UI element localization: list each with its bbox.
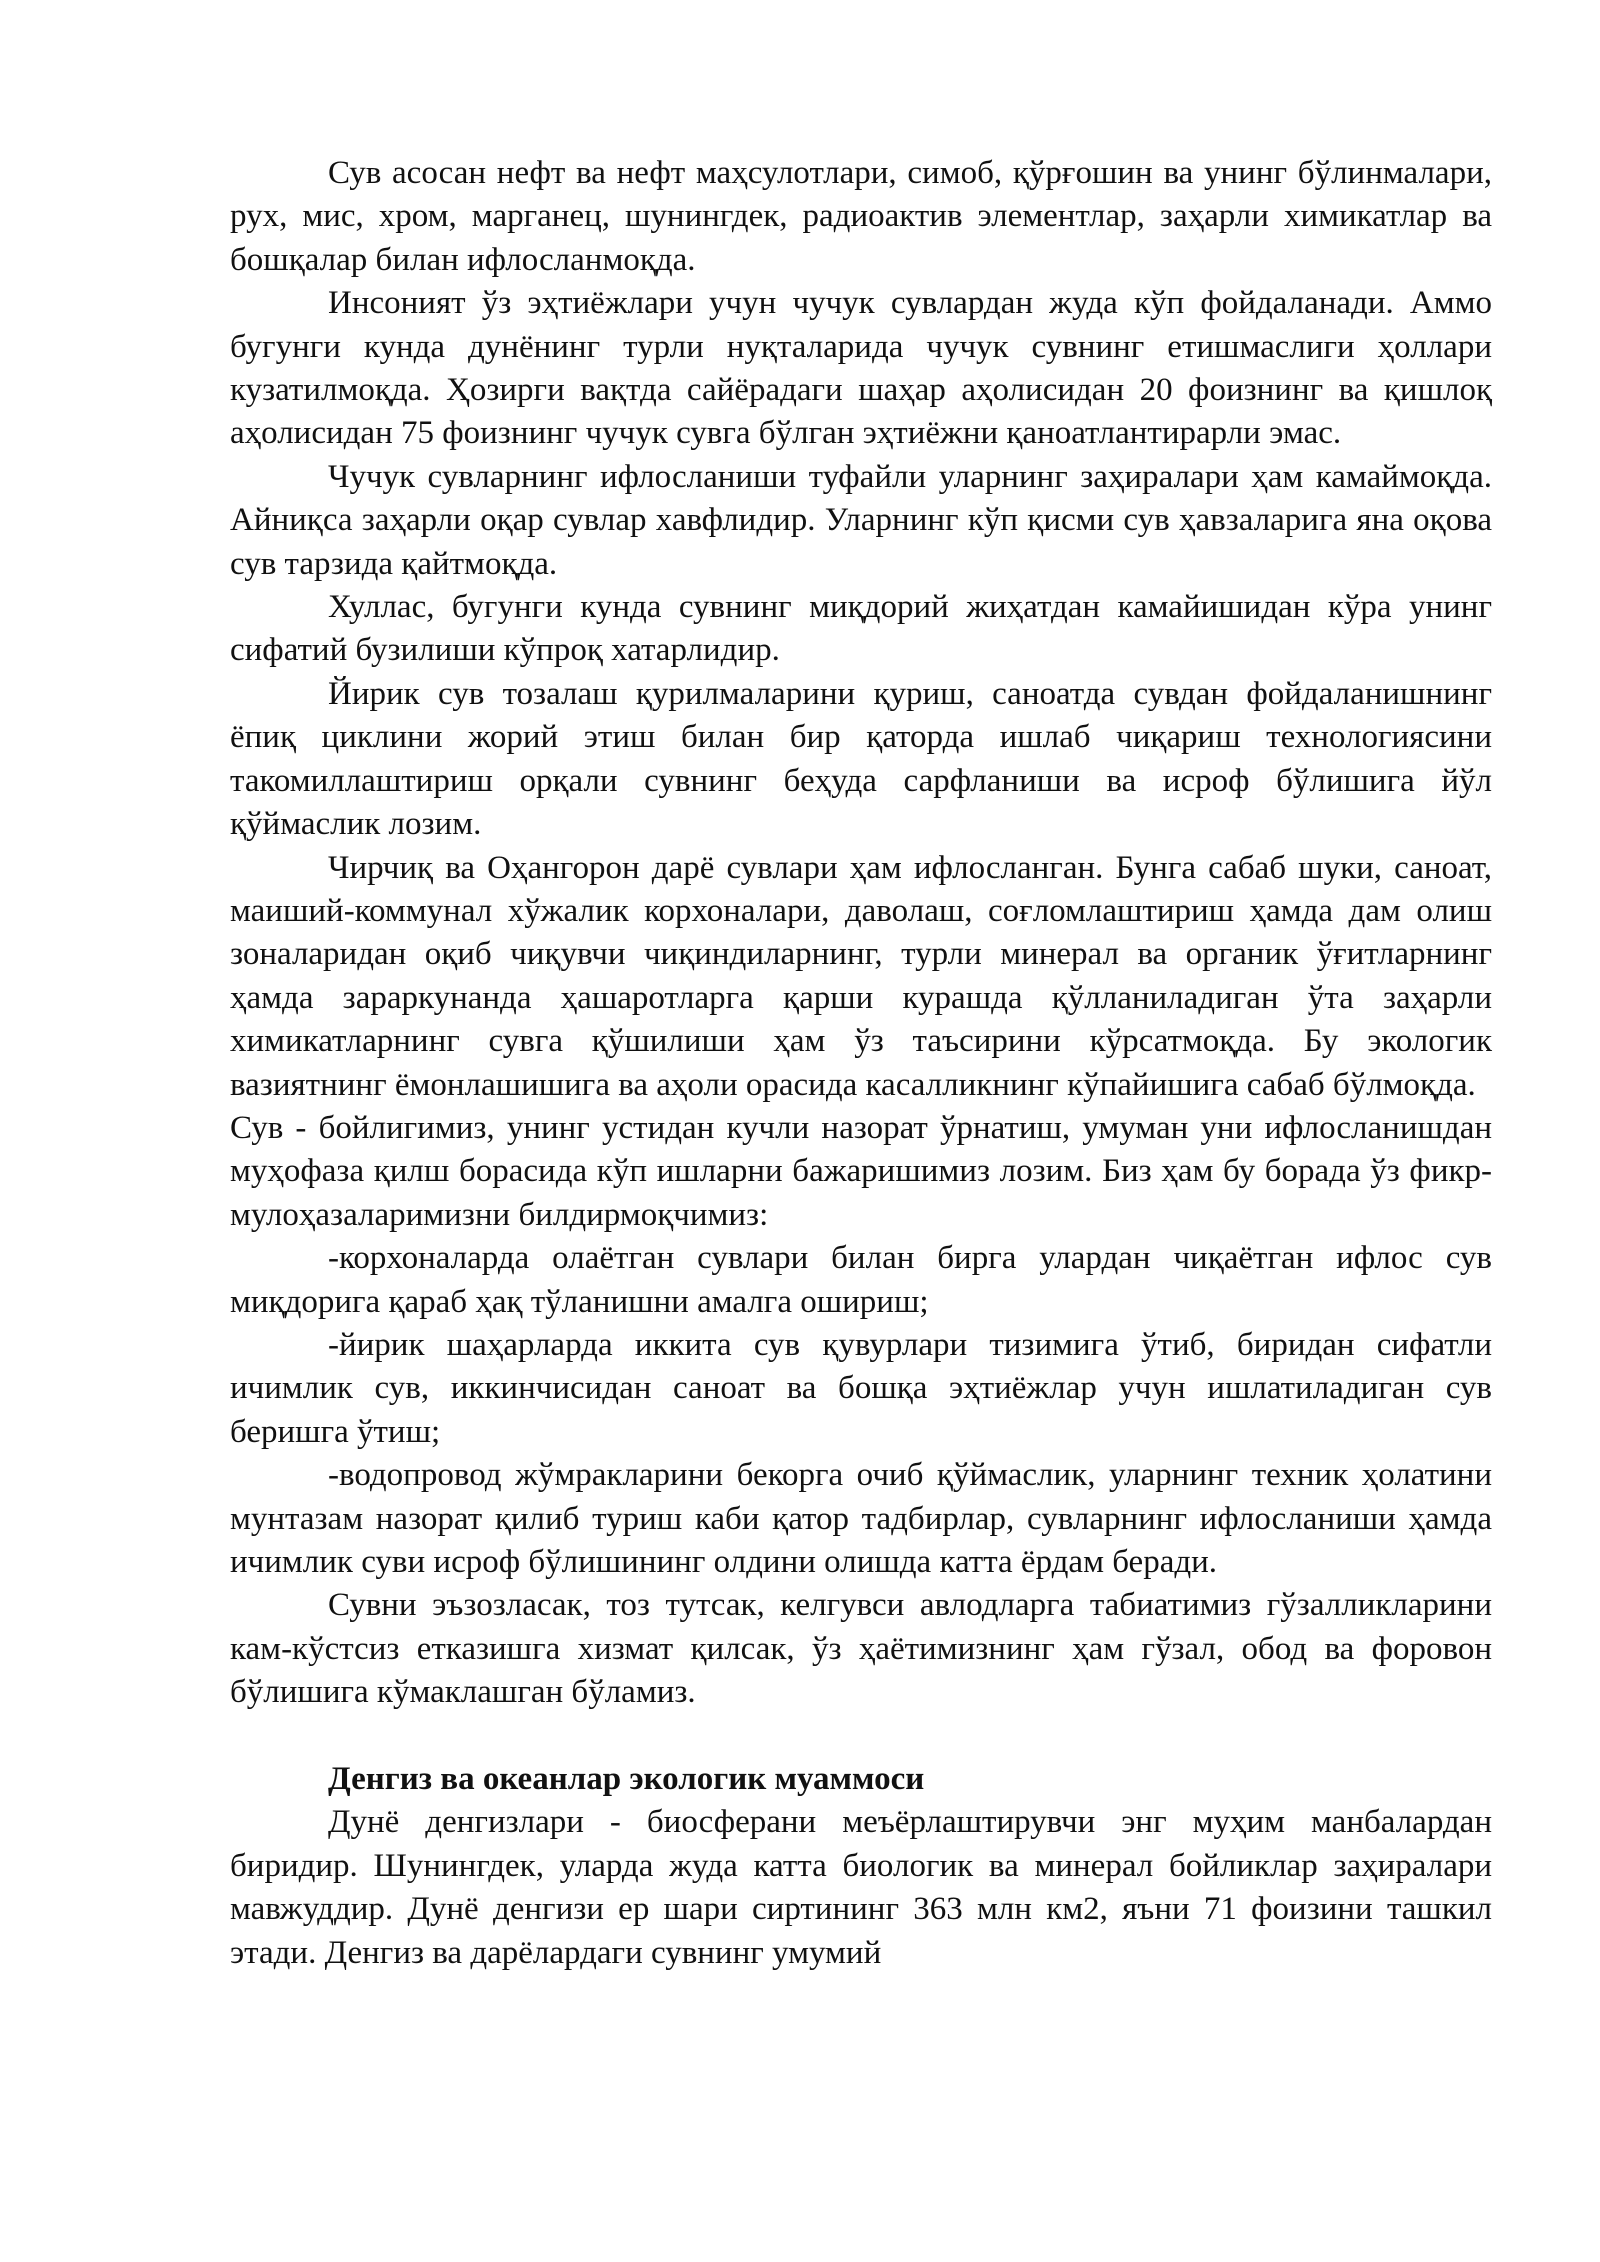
paragraph-chirchiq-ohangaron: Чирчиқ ва Оҳангорон дарё сувлари ҳам ифлосланган. Бунга сабаб шуки, саноат, маиший-коммунал хўжалик корхоналари, даволаш, соғломлаштириш ҳамда дам олиш зоналаридан оқиб чиқувчи чиқиндиларнинг, турли минерал ва органик ўғитларнинг ҳамда зараркунанда ҳашаротларга қарши курашда қўлланиладиган ўта заҳарли химикатларнинг сувга қўшилиши ҳам ўз таъсирини кўрсатмоқда. Бу экологик вазиятнинг ёмонлашишига ва аҳоли орасида касалликнинг кўпайишига сабаб бўлмоқда.	[230, 849, 1492, 1103]
document-page	[230, 152, 1492, 1975]
section-spacer	[230, 1715, 1492, 1758]
list-item-enterprises: -корхоналарда олаётган сувлари билан бирга улардан чиқаётган ифлос сув миқдорига қараб ҳақ тўланишни амалга ошириш;	[230, 1240, 1492, 1320]
section-heading: Денгиз ва океанлар экологик муаммоси	[328, 1761, 925, 1798]
list-item-large-cities: -йирик шаҳарларда иккита сув қувурлари тизимига ўтиб, биридан сифатли ичимлик сув, иккинчисидан саноат ва бошқа эҳтиёжлар учун ишлатиладиган сув беришга ўтиш;	[230, 1326, 1492, 1450]
list-item-water-taps: -водопровод жўмракларини бекорга очиб қўймаслик, уларнинг техник ҳолатини мунтазам назорат қилиб туриш каби қатор тадбирлар, сувларнинг ифлосланиши ҳамда ичимлик суви исроф бўлишининг олдини олишда катта ёрдам беради.	[230, 1457, 1492, 1580]
paragraph-world-seas: Дунё денгизлари - биосферани меъёрлаштирувчи энг муҳим манбалардан биридир. Шунингдек, уларда жуда катта биологик ва минерал бойликлар заҳиралари мавжуддир. Дунё денгизи ер шари сиртининг 363 млн км2, яъни 71 фоизини ташкил этади. Денгиз ва дарёлардаги сувнинг умумий	[230, 1804, 1492, 1971]
paragraph-water-wealth: Сув - бойлигимиз, унинг устидан кучли назорат ўрнатиш, умуман уни ифлосланишдан муҳофаза қилш борасида кўп ишларни бажаришимиз лозим. Биз ҳам бу борада ўз фикр-мулоҳазаларимизни билдирмоқчимиз:	[230, 1109, 1492, 1233]
paragraph-quality-degradation: Хуллас, бугунги кунда сувнинг миқдорий жиҳатдан камайишидан кўра унинг сифатий бузилиши кўпроқ хатарлидир.	[230, 589, 1492, 669]
paragraph-freshwater-needs: Инсоният ўз эҳтиёжлари учун чучук сувлардан жуда кўп фойдаланади. Аммо бугунги кунда дунёнинг турли нуқталарида чучук сувнинг етишмаслиги ҳоллари кузатилмоқда. Ҳозирги вақтда сайёрадаги шаҳар аҳолисидан 20 фоизнинг ва қишлоқ аҳолисидан 75 фоизнинг чучук сувга бўлган эҳтиёжни қаноатлантирарли эмас.	[230, 285, 1492, 452]
paragraph-treatment-facilities: Йирик сув тозалаш қурилмаларини қуриш, саноатда сувдан фойдаланишнинг ёпиқ циклини жорий этиш билан бир қаторда ишлаб чиқариш технологиясини такомиллаштириш орқали сувнинг беҳуда сарфланиши ва исроф бўлишига йўл қўймаслик лозим.	[230, 675, 1492, 843]
paragraph-reserves-decline: Чучук сувларнинг ифлосланиши туфайли уларнинг заҳиралари ҳам камаймоқда. Айниқса заҳарли оқар сувлар хавфлидир. Уларнинг кўп қисми сув ҳавзаларига яна оқова сув тарзида қайтмоқда.	[230, 458, 1492, 582]
paragraph-water-pollutants: Сув асосан нефт ва нефт маҳсулотлари, симоб, қўрғошин ва унинг бўлинмалари, рух, мис, хром, марганец, шунингдек, радиоактив элементлар, заҳарли химикатлар ва бошқалар билан ифлосланмоқда.	[230, 155, 1492, 278]
paragraph-conclusion: Сувни эъзозласак, тоз тутсак, келгувси авлодларга табиатимиз гўзалликларини кам-кўстсиз етказишга хизмат қилсак, ўз ҳаётимизнинг ҳам гўзал, обод ва форовон бўлишига кўмаклашган бўламиз.	[230, 1587, 1492, 1711]
